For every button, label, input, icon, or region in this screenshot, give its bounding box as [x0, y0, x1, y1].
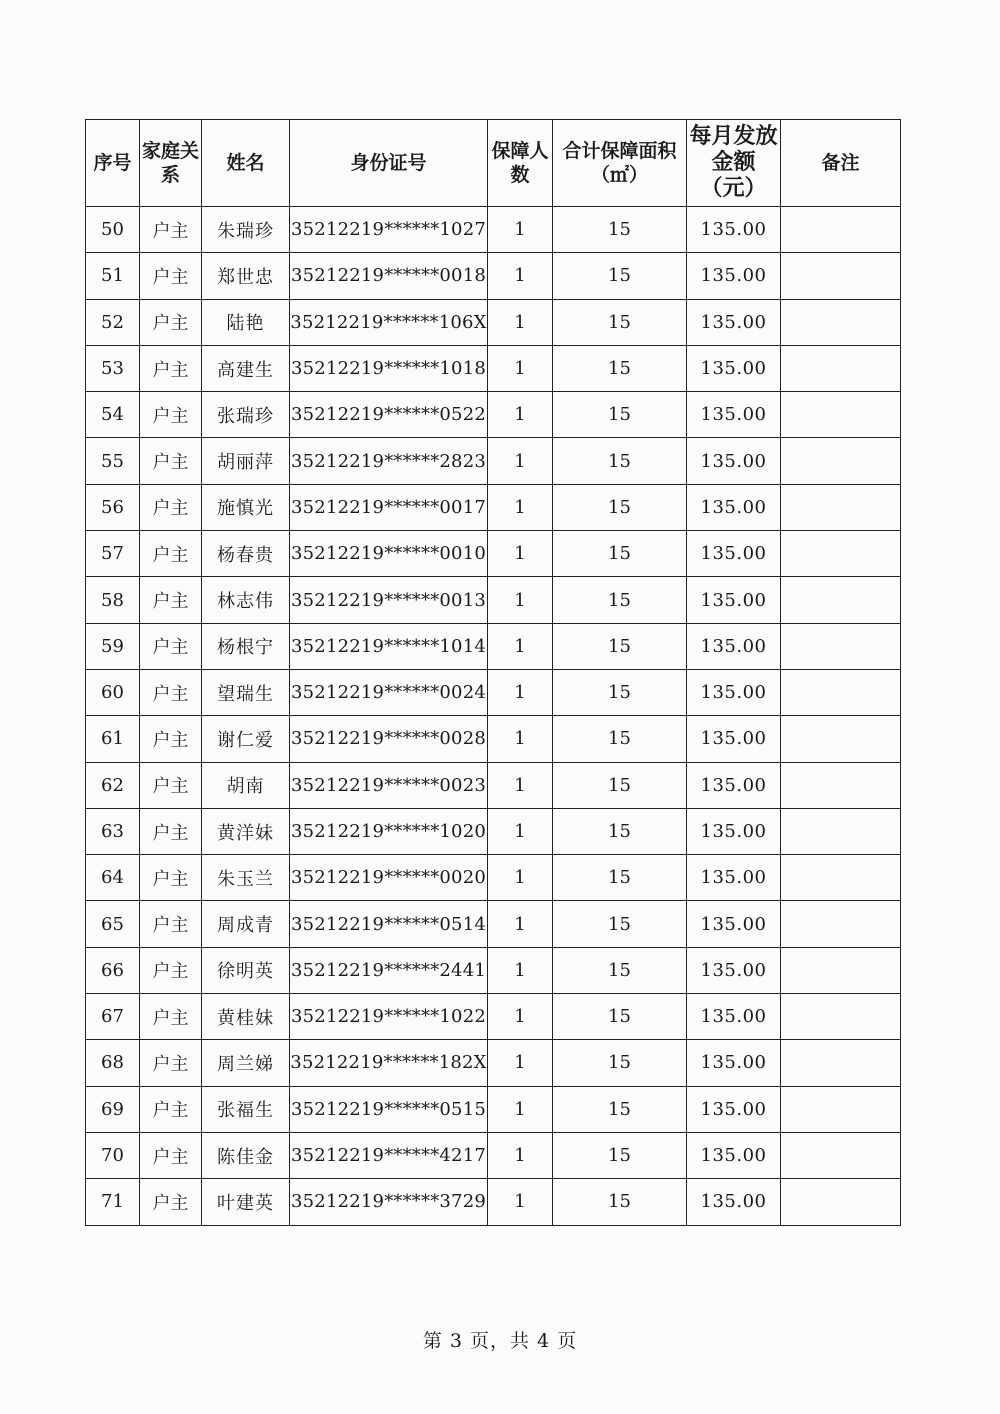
cell-name: 望瑞生	[202, 669, 290, 715]
cell-area: 15	[553, 669, 687, 715]
header-index: 序号	[86, 120, 140, 207]
table-header	[86, 120, 901, 207]
subsidy-roster-table	[85, 119, 901, 1226]
cell-index: 52	[86, 299, 140, 345]
table-body	[86, 207, 901, 1226]
cell-area: 15	[553, 1179, 687, 1225]
cell-amount: 135.00	[687, 207, 781, 253]
cell-name: 周成青	[202, 901, 290, 947]
table-row	[86, 901, 901, 947]
cell-index: 55	[86, 438, 140, 484]
page-number: 第 3 页，共 4 页	[422, 1330, 578, 1352]
cell-name: 徐明英	[202, 947, 290, 993]
cell-relation: 户主	[140, 345, 202, 391]
cell-relation: 户主	[140, 855, 202, 901]
cell-relation: 户主	[140, 438, 202, 484]
cell-persons: 1	[488, 1179, 553, 1225]
cell-remark	[781, 669, 901, 715]
cell-name: 黄桂妹	[202, 994, 290, 1040]
cell-remark	[781, 808, 901, 854]
cell-persons: 1	[488, 1132, 553, 1178]
cell-remark	[781, 345, 901, 391]
cell-persons: 1	[488, 947, 553, 993]
cell-relation: 户主	[140, 669, 202, 715]
cell-amount: 135.00	[687, 901, 781, 947]
table-row	[86, 392, 901, 438]
cell-area: 15	[553, 947, 687, 993]
cell-id-number: 35212219******0010	[290, 531, 488, 577]
cell-remark	[781, 1040, 901, 1086]
cell-name: 杨春贵	[202, 531, 290, 577]
cell-name: 周兰娣	[202, 1040, 290, 1086]
cell-persons: 1	[488, 994, 553, 1040]
cell-amount: 135.00	[687, 253, 781, 299]
cell-name: 陈佳金	[202, 1132, 290, 1178]
cell-id-number: 35212219******1020	[290, 808, 488, 854]
cell-relation: 户主	[140, 531, 202, 577]
cell-area: 15	[553, 207, 687, 253]
cell-area: 15	[553, 577, 687, 623]
cell-area: 15	[553, 484, 687, 530]
cell-id-number: 35212219******0522	[290, 392, 488, 438]
cell-relation: 户主	[140, 207, 202, 253]
cell-relation: 户主	[140, 808, 202, 854]
cell-area: 15	[553, 855, 687, 901]
cell-persons: 1	[488, 253, 553, 299]
cell-area: 15	[553, 253, 687, 299]
cell-index: 57	[86, 531, 140, 577]
cell-amount: 135.00	[687, 994, 781, 1040]
cell-index: 53	[86, 345, 140, 391]
cell-id-number: 35212219******1027	[290, 207, 488, 253]
table-row	[86, 947, 901, 993]
cell-remark	[781, 253, 901, 299]
cell-id-number: 35212219******0017	[290, 484, 488, 530]
cell-amount: 135.00	[687, 716, 781, 762]
cell-relation: 户主	[140, 716, 202, 762]
header-area: 合计保障面积（㎡）	[553, 120, 687, 207]
cell-amount: 135.00	[687, 762, 781, 808]
cell-id-number: 35212219******182X	[290, 1040, 488, 1086]
header-relation: 家庭关系	[140, 120, 202, 207]
cell-amount: 135.00	[687, 1086, 781, 1132]
cell-area: 15	[553, 1040, 687, 1086]
cell-area: 15	[553, 808, 687, 854]
cell-remark	[781, 484, 901, 530]
cell-index: 67	[86, 994, 140, 1040]
cell-id-number: 35212219******2823	[290, 438, 488, 484]
cell-name: 陆艳	[202, 299, 290, 345]
cell-relation: 户主	[140, 947, 202, 993]
cell-index: 70	[86, 1132, 140, 1178]
table-row	[86, 762, 901, 808]
cell-relation: 户主	[140, 577, 202, 623]
header-persons: 保障人数	[488, 120, 553, 207]
cell-index: 68	[86, 1040, 140, 1086]
cell-id-number: 35212219******0018	[290, 253, 488, 299]
cell-amount: 135.00	[687, 1132, 781, 1178]
cell-amount: 135.00	[687, 484, 781, 530]
table-row	[86, 253, 901, 299]
cell-name: 林志伟	[202, 577, 290, 623]
cell-id-number: 35212219******0023	[290, 762, 488, 808]
cell-relation: 户主	[140, 253, 202, 299]
table-row	[86, 1086, 901, 1132]
cell-amount: 135.00	[687, 947, 781, 993]
table-row	[86, 345, 901, 391]
cell-id-number: 35212219******1022	[290, 994, 488, 1040]
header-remark: 备注	[781, 120, 901, 207]
cell-name: 黄洋妹	[202, 808, 290, 854]
cell-remark	[781, 392, 901, 438]
cell-name: 杨根宁	[202, 623, 290, 669]
cell-name: 胡南	[202, 762, 290, 808]
cell-id-number: 35212219******0020	[290, 855, 488, 901]
cell-amount: 135.00	[687, 345, 781, 391]
cell-remark	[781, 994, 901, 1040]
cell-area: 15	[553, 299, 687, 345]
cell-persons: 1	[488, 1040, 553, 1086]
cell-area: 15	[553, 623, 687, 669]
cell-index: 51	[86, 253, 140, 299]
cell-relation: 户主	[140, 1040, 202, 1086]
cell-persons: 1	[488, 808, 553, 854]
header-row	[86, 120, 901, 207]
table-row	[86, 1040, 901, 1086]
cell-relation: 户主	[140, 1132, 202, 1178]
cell-index: 56	[86, 484, 140, 530]
header-amount: 每月发放金额（元）	[687, 120, 781, 207]
table-row	[86, 207, 901, 253]
cell-id-number: 35212219******1014	[290, 623, 488, 669]
cell-persons: 1	[488, 577, 553, 623]
cell-amount: 135.00	[687, 438, 781, 484]
cell-relation: 户主	[140, 623, 202, 669]
cell-amount: 135.00	[687, 299, 781, 345]
cell-relation: 户主	[140, 1179, 202, 1225]
cell-persons: 1	[488, 762, 553, 808]
cell-amount: 135.00	[687, 1040, 781, 1086]
cell-relation: 户主	[140, 901, 202, 947]
cell-id-number: 35212219******4217	[290, 1132, 488, 1178]
cell-relation: 户主	[140, 1086, 202, 1132]
cell-remark	[781, 207, 901, 253]
cell-area: 15	[553, 994, 687, 1040]
table-row	[86, 484, 901, 530]
cell-area: 15	[553, 345, 687, 391]
cell-remark	[781, 1132, 901, 1178]
cell-id-number: 35212219******0515	[290, 1086, 488, 1132]
cell-relation: 户主	[140, 299, 202, 345]
cell-index: 60	[86, 669, 140, 715]
cell-index: 50	[86, 207, 140, 253]
cell-remark	[781, 762, 901, 808]
cell-id-number: 35212219******0514	[290, 901, 488, 947]
cell-remark	[781, 901, 901, 947]
cell-name: 郑世忠	[202, 253, 290, 299]
table-row	[86, 669, 901, 715]
table-row	[86, 1179, 901, 1225]
cell-persons: 1	[488, 623, 553, 669]
cell-name: 朱瑞珍	[202, 207, 290, 253]
cell-name: 胡丽萍	[202, 438, 290, 484]
table-row	[86, 438, 901, 484]
table-row	[86, 1132, 901, 1178]
cell-index: 63	[86, 808, 140, 854]
cell-persons: 1	[488, 299, 553, 345]
cell-name: 叶建英	[202, 1179, 290, 1225]
table-row	[86, 808, 901, 854]
cell-persons: 1	[488, 345, 553, 391]
cell-index: 59	[86, 623, 140, 669]
cell-amount: 135.00	[687, 577, 781, 623]
cell-remark	[781, 438, 901, 484]
cell-id-number: 35212219******0028	[290, 716, 488, 762]
cell-relation: 户主	[140, 762, 202, 808]
cell-relation: 户主	[140, 392, 202, 438]
cell-index: 61	[86, 716, 140, 762]
cell-id-number: 35212219******0024	[290, 669, 488, 715]
table-row	[86, 577, 901, 623]
cell-index: 66	[86, 947, 140, 993]
cell-area: 15	[553, 531, 687, 577]
cell-remark	[781, 623, 901, 669]
cell-persons: 1	[488, 207, 553, 253]
cell-persons: 1	[488, 1086, 553, 1132]
cell-area: 15	[553, 1086, 687, 1132]
cell-persons: 1	[488, 531, 553, 577]
table-row	[86, 299, 901, 345]
cell-name: 高建生	[202, 345, 290, 391]
cell-amount: 135.00	[687, 392, 781, 438]
cell-index: 64	[86, 855, 140, 901]
cell-remark	[781, 1179, 901, 1225]
cell-name: 朱玉兰	[202, 855, 290, 901]
cell-area: 15	[553, 901, 687, 947]
table-row	[86, 994, 901, 1040]
cell-index: 54	[86, 392, 140, 438]
cell-amount: 135.00	[687, 855, 781, 901]
cell-amount: 135.00	[687, 1179, 781, 1225]
cell-persons: 1	[488, 669, 553, 715]
table-row	[86, 855, 901, 901]
cell-amount: 135.00	[687, 808, 781, 854]
cell-remark	[781, 531, 901, 577]
table-row	[86, 531, 901, 577]
cell-remark	[781, 577, 901, 623]
cell-persons: 1	[488, 716, 553, 762]
cell-id-number: 35212219******1018	[290, 345, 488, 391]
cell-area: 15	[553, 392, 687, 438]
cell-name: 张瑞珍	[202, 392, 290, 438]
table-row	[86, 623, 901, 669]
cell-persons: 1	[488, 901, 553, 947]
cell-remark	[781, 1086, 901, 1132]
cell-relation: 户主	[140, 994, 202, 1040]
cell-id-number: 35212219******0013	[290, 577, 488, 623]
cell-persons: 1	[488, 855, 553, 901]
cell-id-number: 35212219******3729	[290, 1179, 488, 1225]
cell-remark	[781, 947, 901, 993]
cell-id-number: 35212219******106X	[290, 299, 488, 345]
cell-index: 62	[86, 762, 140, 808]
cell-amount: 135.00	[687, 623, 781, 669]
cell-index: 71	[86, 1179, 140, 1225]
cell-area: 15	[553, 438, 687, 484]
cell-persons: 1	[488, 392, 553, 438]
table-row	[86, 716, 901, 762]
cell-name: 谢仁爱	[202, 716, 290, 762]
cell-amount: 135.00	[687, 531, 781, 577]
cell-amount: 135.00	[687, 669, 781, 715]
cell-index: 65	[86, 901, 140, 947]
cell-remark	[781, 855, 901, 901]
cell-persons: 1	[488, 438, 553, 484]
cell-name: 施慎光	[202, 484, 290, 530]
cell-area: 15	[553, 762, 687, 808]
cell-id-number: 35212219******2441	[290, 947, 488, 993]
cell-relation: 户主	[140, 484, 202, 530]
cell-area: 15	[553, 1132, 687, 1178]
cell-area: 15	[553, 716, 687, 762]
cell-remark	[781, 299, 901, 345]
cell-index: 69	[86, 1086, 140, 1132]
cell-index: 58	[86, 577, 140, 623]
cell-persons: 1	[488, 484, 553, 530]
cell-remark	[781, 716, 901, 762]
header-name: 姓名	[202, 120, 290, 207]
page-footer	[0, 1326, 1000, 1353]
header-id: 身份证号	[290, 120, 488, 207]
cell-name: 张福生	[202, 1086, 290, 1132]
